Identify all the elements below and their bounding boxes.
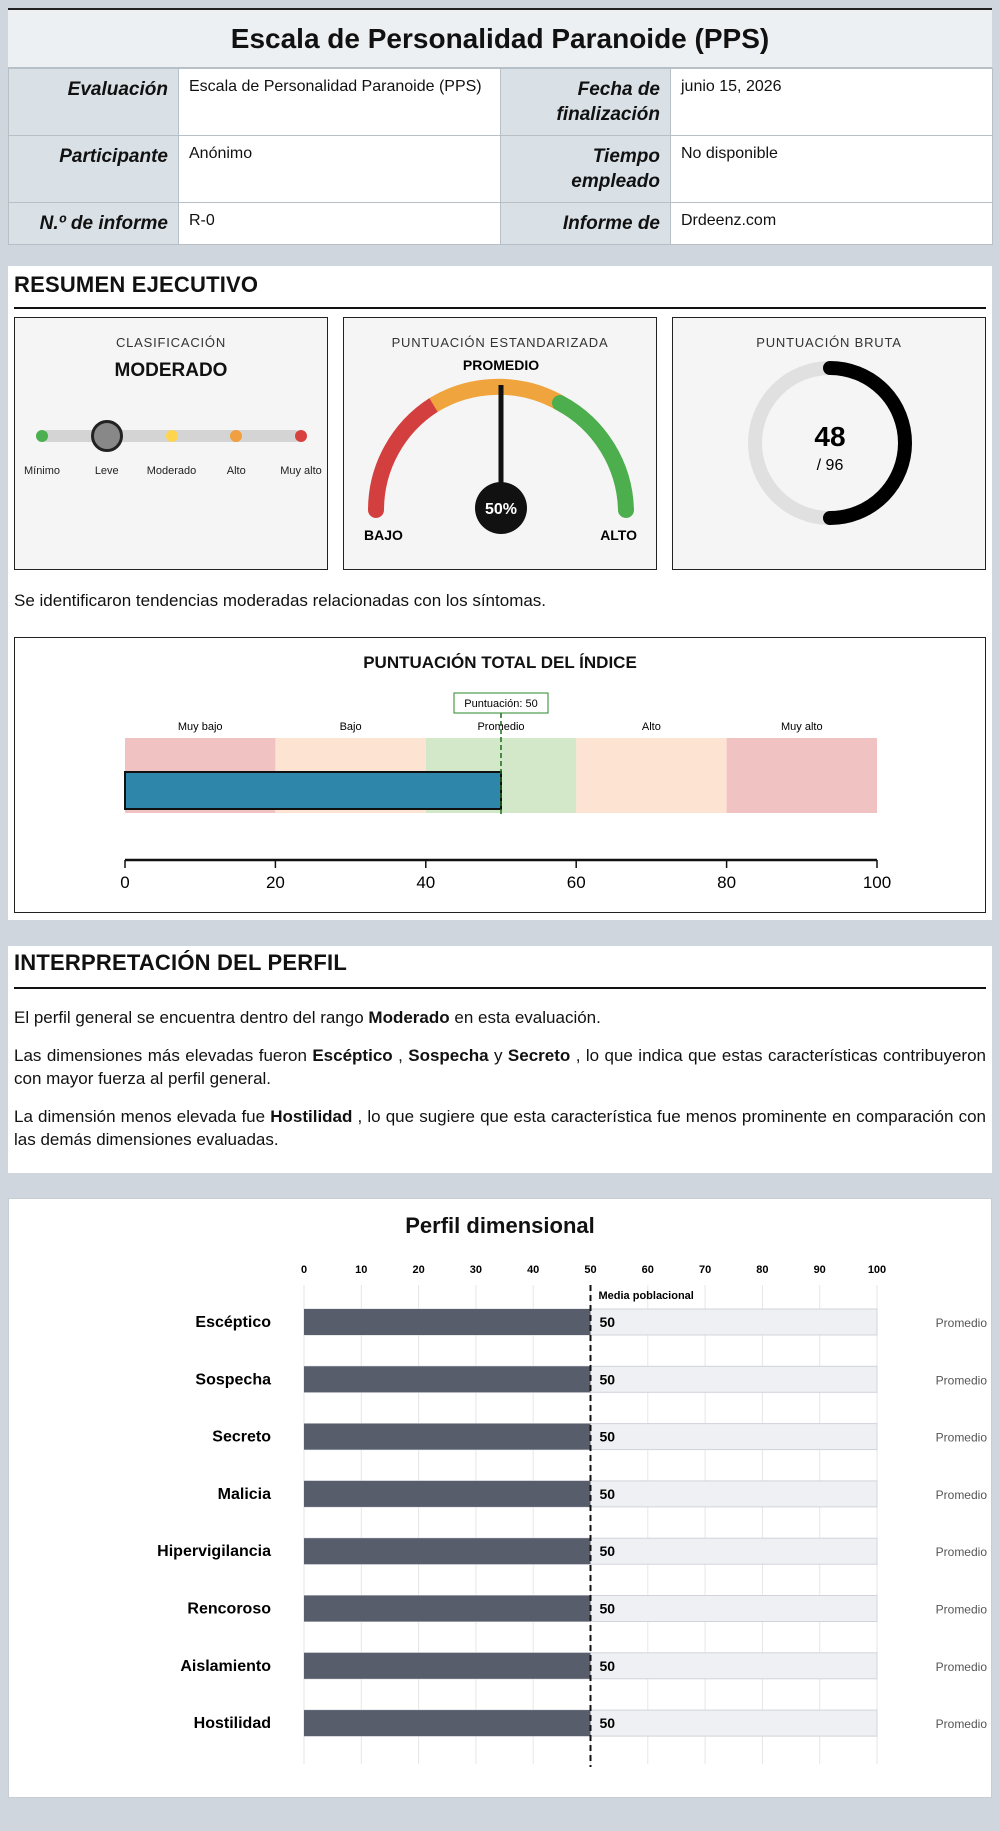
interpretation-paragraph-1: El perfil general se encuentra dentro del rango Moderado en esta evaluación. [14,1008,601,1027]
index-chart [15,638,985,912]
scale-level-label: Leve [94,465,119,477]
scale-level-dot [166,430,178,442]
profile-axis-tick-label: 0 [300,1264,308,1276]
index-axis-tick-label: 60 [566,873,586,892]
interpretation-divider [14,987,986,989]
gauge-low-segment [376,405,434,510]
profile-chart [9,1199,993,1799]
index-band-label: Muy bajo [177,721,223,733]
profile-value-label: 50 [599,1314,616,1330]
meta-label: Tiempo empleado [501,136,671,203]
gauge-chart [344,318,658,571]
profile-category-label: Hostilidad [193,1715,271,1733]
classification-card-title: CLASIFICACIÓN [115,335,227,350]
profile-value-label: 50 [599,1715,616,1732]
profile-value-label: 50 [599,1657,616,1674]
index-band-label: Muy alto [781,721,823,733]
profile-level-label: Promedio [935,1373,987,1388]
index-axis-tick-label: 20 [265,873,285,892]
meta-label: Evaluación [9,69,179,136]
report-header [8,8,992,240]
raw-score-max: / 96 [816,457,844,474]
index-chart-box [14,637,986,913]
interpretation-panel [8,946,992,1173]
meta-label: Informe de [501,203,671,245]
profile-panel [8,1198,992,1798]
profile-axis-tick-label: 90 [813,1264,826,1276]
meta-value: Drdeenz.com [671,203,993,245]
profile-category-label: Sospecha [195,1371,271,1389]
standardized-card-title: PUNTUACIÓN ESTANDARIZADA [391,335,609,350]
raw-score-donut [673,318,987,571]
meta-value: junio 15, 2026 [671,69,993,136]
interpretation-title: INTERPRETACIÓN DEL PERFIL [14,950,347,975]
profile-axis-tick-label: 40 [527,1264,540,1276]
gauge-top-label: PROMEDIO [462,357,540,373]
index-chart-title: PUNTUACIÓN TOTAL DEL ÍNDICE [363,653,637,672]
profile-bar [304,1710,591,1736]
interpretation-paragraph-3: La dimensión menos elevada fue Hostilidad , lo que sugiere que esta característica fue menos prominente en comparación con las demás dimensiones evaluadas. [14,1107,986,1149]
profile-value-label: 50 [599,1428,616,1445]
profile-value-label: 50 [599,1543,616,1560]
raw-card-title: PUNTUACIÓN BRUTA [756,335,902,350]
profile-mean-label: Media poblacional [598,1290,694,1302]
index-band-label: Promedio [477,721,525,733]
index-axis-tick-label: 100 [862,873,892,892]
interpretation-paragraph-2: Las dimensiones más elevadas fueron Escéptico , Sospecha y Secreto , lo que indica que estas características contribuyeron con mayor fuerza al perfil general. [14,1046,986,1088]
gauge-value: 50% [484,501,518,518]
profile-level-label: Promedio [935,1487,987,1502]
standardized-score-card [343,317,657,570]
report-meta-table [8,68,993,245]
scale-marker [91,420,123,452]
profile-category-label: Rencoroso [187,1600,271,1618]
profile-level-label: Promedio [935,1717,987,1732]
profile-axis-tick-label: 60 [641,1264,654,1276]
scale-level-label: Moderado [146,465,197,477]
profile-bar [304,1366,591,1392]
gauge-high-segment [560,403,626,510]
profile-level-label: Promedio [935,1430,987,1445]
profile-axis-tick-label: 20 [412,1264,425,1276]
summary-title: RESUMEN EJECUTIVO [14,272,259,297]
meta-value: R-0 [179,203,501,245]
meta-label: N.º de informe [9,203,179,245]
profile-axis-tick-label: 10 [355,1264,368,1276]
profile-level-label: Promedio [935,1602,987,1617]
report-title: Escala de Personalidad Paranoide (PPS) [8,10,992,68]
profile-category-label: Secreto [212,1428,271,1446]
meta-value: Escala de Personalidad Paranoide (PPS) [179,69,501,136]
index-score-bar [125,772,501,809]
profile-value-label: 50 [599,1371,616,1388]
profile-bar [304,1538,591,1564]
profile-bar [304,1481,591,1507]
index-band-label: Alto [641,721,661,733]
gauge-mid-segment [434,387,561,405]
profile-value-label: 50 [599,1600,616,1617]
scale-level-label: Alto [226,465,246,477]
profile-bar [304,1653,591,1679]
meta-value: No disponible [671,136,993,203]
meta-value: Anónimo [179,136,501,203]
classification-scale [15,318,329,571]
summary-divider [14,307,986,309]
profile-category-label: Malicia [217,1485,271,1503]
profile-value-label: 50 [599,1485,616,1502]
meta-label: Participante [9,136,179,203]
profile-level-label: Promedio [935,1545,987,1560]
index-axis-tick-label: 40 [416,873,436,892]
profile-axis-tick-label: 30 [469,1264,483,1276]
index-band [576,738,726,813]
summary-statement: Se identificaron tendencias moderadas relacionadas con los síntomas. [14,591,547,610]
profile-bar [304,1596,591,1622]
gauge-low-label: BAJO [364,527,403,543]
gauge-high-label: ALTO [600,527,637,543]
raw-score-value: 48 [814,421,846,452]
scale-level-label: Mínimo [23,465,61,477]
index-axis-tick-label: 0 [120,873,130,892]
scale-level-dot [36,430,48,442]
scale-level-dot [295,430,307,442]
profile-bar [304,1309,591,1335]
profile-axis-tick-label: 80 [756,1264,769,1276]
scale-level-label: Muy alto [280,465,322,477]
raw-score-card [672,317,986,570]
index-axis-tick-label: 80 [717,873,737,892]
profile-axis-tick-label: 70 [698,1264,712,1276]
index-band-label: Bajo [339,721,362,733]
profile-axis-tick-label: 100 [867,1264,887,1276]
profile-category-label: Hipervigilancia [157,1543,271,1561]
meta-label: Fecha de finalización [501,69,671,136]
index-band [727,738,877,813]
classification-value: MODERADO [114,360,228,381]
profile-level-label: Promedio [935,1659,987,1674]
profile-category-label: Aislamiento [180,1657,271,1675]
profile-category-label: Escéptico [195,1314,271,1331]
index-score-label: Puntuación: 50 [464,698,538,710]
profile-axis-tick-label: 50 [584,1264,597,1276]
profile-bar [304,1424,591,1450]
profile-level-label: Promedio [935,1316,987,1330]
classification-card [14,317,328,570]
profile-title: Perfil dimensional [405,1213,595,1238]
